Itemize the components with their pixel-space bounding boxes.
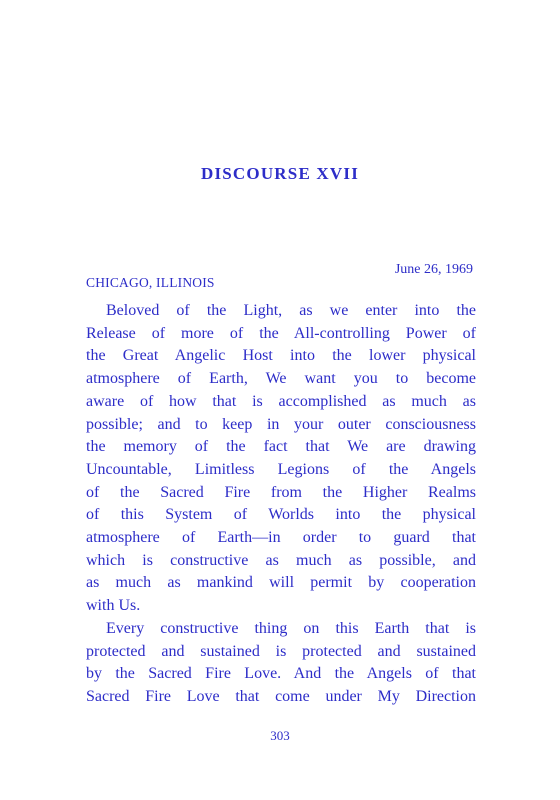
paragraph-1-line: of the Sacred Fire from the Higher Realms bbox=[86, 483, 476, 501]
discourse-title: DISCOURSE XVII bbox=[200, 164, 360, 183]
paragraph-1-line: Beloved of the Light, as we enter into the bbox=[106, 302, 476, 319]
discourse-date: June 26, 1969 bbox=[394, 262, 473, 277]
paragraph-2-line: Sacred Fire Love that come under My Direction bbox=[86, 687, 476, 705]
paragraph-1-line: of this System of Worlds into the physical bbox=[86, 506, 476, 524]
paragraph-1-line: aware of how that is accomplished as much as bbox=[86, 392, 476, 410]
paragraph-1-line: atmosphere of Earth—in order to guard that bbox=[86, 529, 476, 547]
page-number: 303 bbox=[270, 728, 290, 743]
paragraph-1-line: the memory of the fact that We are drawing bbox=[86, 438, 476, 456]
paragraph-1-line: atmosphere of Earth, We want you to become bbox=[86, 370, 476, 388]
paragraph-1-line: which is constructive as much as possible, and bbox=[86, 551, 476, 569]
discourse-place: CHICAGO, ILLINOIS bbox=[86, 275, 215, 290]
paragraph-1-line: as much as mankind will permit by cooperation bbox=[86, 574, 476, 592]
paragraph-2-line: protected and sustained is protected and sustained bbox=[86, 642, 476, 660]
paragraph-1-line: Uncountable, Limitless Legions of the Angels bbox=[86, 460, 476, 478]
paragraph-1-line: with Us. bbox=[86, 597, 141, 615]
paragraph-1-line: Release of more of the All-controlling Power of bbox=[86, 324, 476, 342]
discourse-body bbox=[86, 300, 476, 709]
paragraph-2-line: Every constructive thing on this Earth that is bbox=[106, 619, 476, 637]
paragraph-1-line: possible; and to keep in your outer consciousness bbox=[86, 415, 476, 433]
paragraph-1-line: the Great Angelic Host into the lower physical bbox=[86, 347, 476, 365]
paragraph-2-line: by the Sacred Fire Love. And the Angels of that bbox=[86, 665, 476, 683]
